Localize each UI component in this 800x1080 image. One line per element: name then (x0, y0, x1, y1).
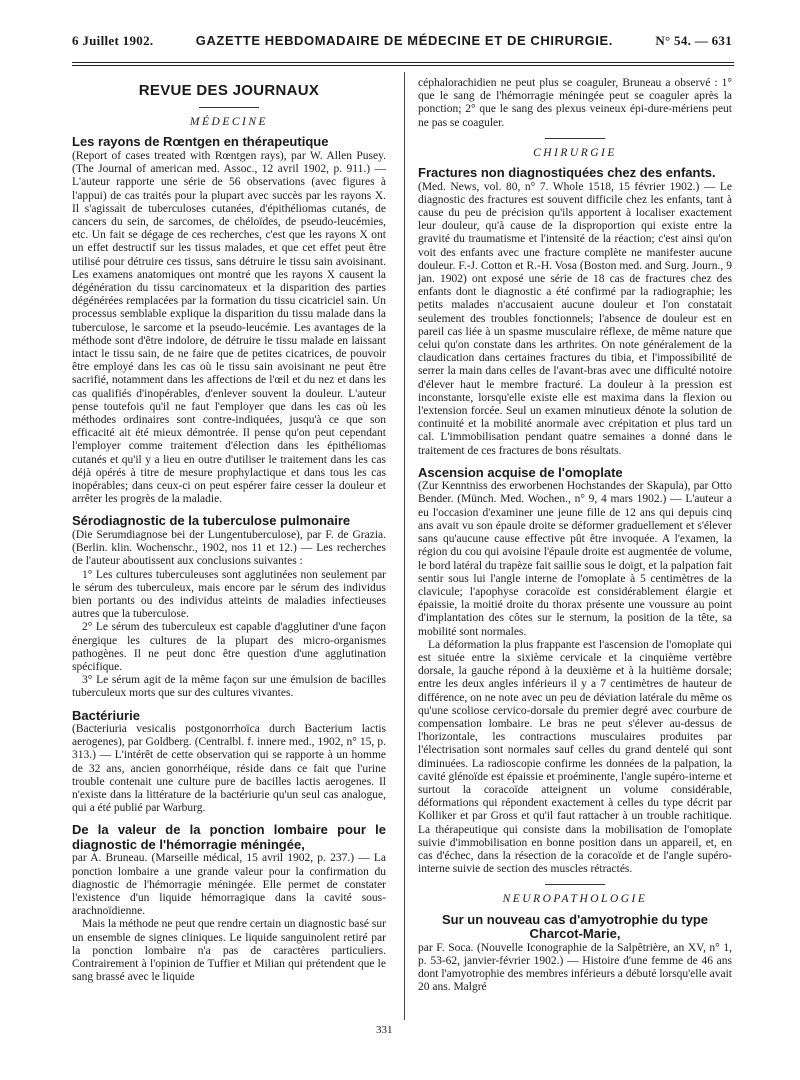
header-rule (72, 62, 734, 66)
right-column (418, 77, 732, 1002)
article-body: (Die Serumdiagnose bei der Lungentuberculose), par F. de Grazia. (Berlin. klin. Wochenschr., 1902, nos 11 et 12.) — Les recherches de l'auteur aboutissent aux conclusions suivantes : (72, 528, 386, 568)
running-header (72, 34, 732, 56)
article-body: (Bacteriuria vesicalis postgonorrhoïca durch Bacterium lactis aerogenes), par Goldberg. (Centralbl. f. innere med., 1902, n° 15, p. 313.) — L'intérêt de cette observation qui se rapporte à un homme de 32 ans, ancien gonorrhéique, réside dans ce fait que l'urine trouble contenait une culture pure de bacilles lactis aerogenes. Il n'existe dans la littérature de la bactériurie qu'un seul cas analogue, qui a été publié par Warburg. (72, 723, 386, 815)
header-issue: N° 54. — 631 (655, 33, 732, 48)
article-title: Sérodiagnostic de la tuberculose pulmonaire (72, 513, 351, 529)
article-body: (Report of cases treated with Rœntgen rays), par W. Allen Pusey. (The Journal of american med. Assoc., 12 avril 1902, p. 911.) — L'auteur rapporte une série de 56 observations (avec figures à l'appui) de cas traités pour la plupart avec succès par les rayons X. Il s'agissait de tuberculoses cutanées, d'épithéliomas cutanés, de cancers du sein, de sarcomes, de chéloïdes, de pseudo-leucémies, etc. Un fait se dégage de ces recherches, c'est que les rayons X ont un effet destructif sur les tissus malades, et que cet effet peut être utilisé pour détruire ces tissus, sans détruire le tissu sain avoisinant. Les examens anatomiques ont montré que les rayons X causent la dégénération du tissu carcinomateux et la disparition des parties dégénérées remplacées par la formation du tissu cicatriciel sain. Un processus semblable explique la disparition du tissu malade dans la tuberculose, le sarcome et la pseudo-leucémie. Les avantages de la méthode sont d'être indolore, de détruire le tissu malade en laissant intact le tissu sain, de ne faire que de petites cicatrices, de pouvoir être employé dans les cas où le tissu sain avoisinant ne peut être sacrifié, notamment dans les affections de l'œil et du nez et dans les cas qualifiés d'inopérables, d'enlever souvent la douleur. L'auteur pense toutefois qu'il ne faut l'employer que dans les cas où les méthodes ordinaires sont contre-indiquées, jusqu'à ce que son efficacité ait été mieux démontrée. Il pense qu'on peut cependant l'employer comme traitement d'élection dans les épithéliomas cutanés et qu'il y a lieu en outre d'utiliser le traitement dans les cas déjà opérés à titre de mesure prophylactique et dans tous les cas inopérables; dans ceux-ci on peut espérer faire cesser la douleur et arrêter les progrès de la maladie. (72, 149, 386, 506)
page-number: 331 (376, 1024, 393, 1036)
article-body: (Med. News, vol. 80, n° 7. Whole 1518, 15 février 1902.) — Le diagnostic des fractures est souvent difficile chez les enfants, tant à cause du peu de précision qu'ils apportent à localiser exactement leur douleur, qu'à cause de la disproportion qui existe entre la gravité du traumatisme et l'intensité de la réaction; c'est ainsi qu'on voit des enfants avec une fracture complète ne manifester aucune douleur. F.-J. Cotton et R.-H. Vosa (Boston med. and Surg. Journ., 9 jan. 1902) ont exposé une série de 18 cas de fractures chez des enfants dont le diagnostic a été confirmé par la radiographie; les petits malades n'accusaient aucune douleur et l'on constatait seulement des troubles fonctionnels; l'absence de douleur est en pareil cas liée à un spasme musculaire réflexe, de même nature que celui qu'on constate dans les arthrites. On note généralement de la claudication dans certaines fractures du tibia, et l'impossibilité de serrer la main dans celles de l'avant-bras avec une difficulté notoire d'élever haut le membre fracturé. La douleur à la pression est inconstante, lorsqu'elle existe elle est maxima dans la flexion ou l'extension forcée. Seul un examen minutieux dénote la solution de continuité et la mobilité anormale avec crépitation et plus tard un cal. L'immobilisation pendant quatre semaines a donné dans le traitement de ces fractures de bons résultats. (418, 180, 732, 457)
article-title: Bactériurie (72, 707, 140, 723)
article-title: De la valeur de la ponction lombaire pour le diagnostic de l'hémorragie méningée, (72, 822, 386, 852)
section-neuropathologie: NEUROPATHOLOGIE (502, 893, 648, 906)
article-serodiagnostic (72, 514, 386, 700)
left-column (72, 72, 386, 992)
article-paragraph: 1° Les cultures tuberculeuses sont agglutinées non seulement par le sérum des tuberculeux, mais encore par le sérum des individus bien portants ou des individus atteints de maladies infectieuses autres que la tuberculose. (72, 568, 386, 621)
article-title: Les rayons de Rœntgen en thérapeutique (72, 134, 329, 150)
article-fractures (418, 166, 732, 458)
article-paragraph: 2° Le sérum des tuberculeux est capable d'agglutiner d'une façon énergique les cultures de la plupart des micro-organismes pathogènes. Il ne peut donc être question d'une agglutination spécifique. (72, 621, 386, 673)
article-body: (Zur Kenntniss des erworbenen Hochstandes der Skapula), par Otto Bender. (Münch. Med. Wochen., n° 9, 4 mars 1902.) — L'auteur a eu l'occasion d'examiner une jeune fille de 12 ans qui depuis cinq ans avait vu son épaule droite se déformer graduellement et s'élever sans qu'aucune cause effective pût être invoquée. A l'examen, la région du cou qui avoisine l'épaule droite est augmentée de volume, le bord latéral du trapèze fait saillie sous le doigt, et la palpation fait sentir sous lui l'angle interne de l'omoplate à 5 centimètres de la clavicule; l'apophyse coracoïde est considérablement élargie et épaissie, la moitié droite du thorax présente une voussure au point d'implantation des côtes sur le sternum, la position de la tête, sa mobilité sont normales. (418, 480, 732, 638)
header-journal-title: GAZETTE HEBDOMADAIRE DE MÉDECINE ET DE CHIRURGIE. (195, 33, 613, 48)
rubric-title: REVUE DES JOURNAUX (138, 82, 320, 99)
article-omoplate (418, 466, 732, 877)
header-date: 6 Juillet 1902. (72, 33, 154, 48)
section-medecine: MÉDECINE (189, 116, 269, 129)
section-rule (545, 138, 605, 139)
section-chirurgie: CHIRURGIE (533, 146, 617, 159)
article-body: par F. Soca. (Nouvelle Iconographie de la Salpêtrière, an XV, n° 1, p. 53-62, janvier-février 1902.) — Histoire d'une femme de 46 ans dont l'amyotrophie des membres inférieurs a débuté lorsqu'elle avait 20 ans. Malgré (418, 941, 732, 994)
continued-text: céphalorachidien ne peut plus se coaguler, Bruneau a observé : 1° que le sang de l'hémorragie méningée peut se coaguler après la ponction; 2° que le sang des plexus veineux épi-dure-mériens peut ne pas se coaguler. (418, 77, 732, 129)
article-title: Sur un nouveau cas d'amyotrophie du type Charcot-Marie, (441, 911, 709, 942)
rubric-rule (199, 107, 259, 108)
article-title: Ascension acquise de l'omoplate (418, 464, 623, 480)
article-ponction-lombaire (72, 823, 386, 984)
article-paragraph: Mais la méthode ne peut que rendre certain un diagnostic basé sur un ensemble de signes cliniques. Le liquide sanguinolent retiré par la ponction lombaire n'a pas de caractères particuliers. Contrairement à l'opinion de Tuffier et Milian qui prétendent que le sang brassé avec le liquide (72, 918, 386, 984)
article-title: Fractures non diagnostiquées chez des enfants. (418, 165, 716, 181)
article-roentgen (72, 135, 386, 506)
article-body: par A. Bruneau. (Marseille médical, 15 avril 1902, p. 237.) — La ponction lombaire a une grande valeur pour la confirmation du diagnostic de l'hémorragie méningée. Elle permet de constater l'existence d'un liquide hémorragique dans la cavité sous-arachnoïdienne. (72, 852, 386, 918)
article-paragraph: 3° Le sérum agit de la même façon sur une émulsion de bacilles tuberculeux morts que sur des cultures vivantes. (72, 674, 386, 700)
section-rule (545, 884, 605, 885)
article-paragraph: La déformation la plus frappante est l'ascension de l'omoplate qui est située entre la sixième cervicale et la cinquième vertèbre dorsale, la gauche répond à la deuxième et à la huitième dorsale; entre les deux angles inférieurs il y a 7 centimètres de hauteur de différence, on ne note avec un peu de déviation latérale du même os qu'une scoliose cervico-dorsale du premier degré avec courbure de compensation lombaire. Le bras ne peut s'élever au-dessus de l'horizontale, les contractions musculaires produites par l'électrisation sont normales sauf celles du grand dentelé qui sont diminuées. La radioscopie confirme les données de la palpation, la cavité glénoïde est épaissie et proéminente, l'angle supéro-interne et surtout la coracoïde atteignent un volume considérable, déformations qui répondent exactement à celles du type décrit par Kolliker et par Gross et qu'il faut rattacher à un trouble rachitique. La thérapeutique qui consiste dans la mobilisation de l'omoplate suivie d'immobilisation en bonne position dans un appareil, et, en cas d'échec, dans la résection de la coracoïde et de l'angle supéro-interne suivie de section des muscles rétractés. (418, 638, 732, 876)
article-amyotrophie (418, 913, 732, 995)
column-divider (404, 72, 405, 1020)
article-bacteriurie (72, 709, 386, 816)
